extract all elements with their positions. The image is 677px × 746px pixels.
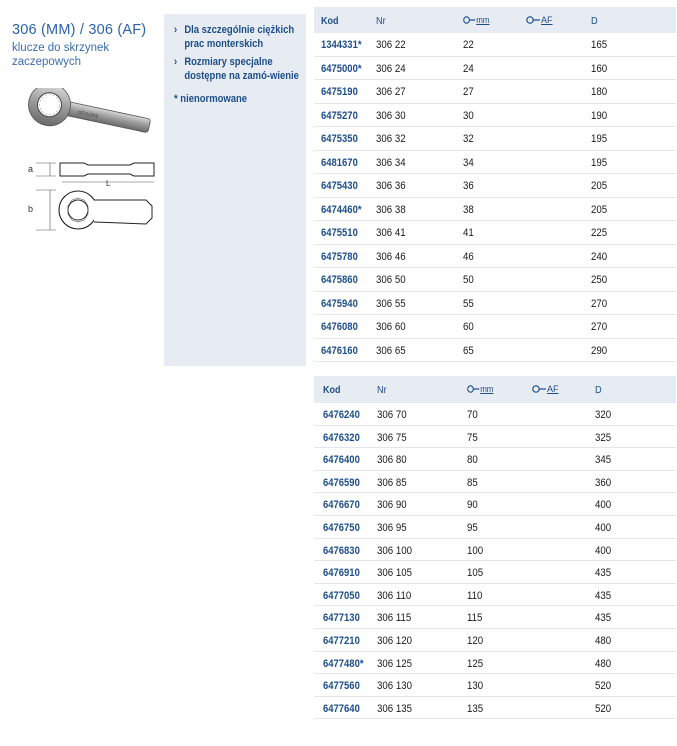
cell-kod: 6477640: [323, 702, 360, 715]
table-row: [314, 674, 676, 697]
cell-nr: 306 38: [376, 203, 406, 216]
table-row: [314, 174, 676, 198]
cell-nr: 306 27: [376, 86, 406, 98]
cell-d: 160: [591, 62, 608, 75]
cell-d: 190: [591, 109, 608, 122]
feature-item: › Dla szczególnie ciężkich prac monterskich: [174, 24, 295, 50]
cell-d: 435: [595, 612, 612, 625]
cell-mm: 105: [467, 567, 484, 580]
col-mm: mm: [463, 15, 489, 25]
col-nr: Nr: [376, 15, 386, 27]
cell-kod: 6475350: [321, 133, 358, 145]
table-row: [314, 584, 676, 607]
col-mm: mm: [467, 384, 493, 394]
ring-size-icon: [532, 385, 546, 393]
cell-kod: 6476750: [323, 521, 360, 534]
cell-nr: 306 80: [377, 454, 407, 467]
cell-d: 240: [591, 250, 608, 263]
product-title: 306 (MM) / 306 (AF): [12, 22, 147, 38]
cell-nr: 306 135: [377, 702, 412, 715]
cell-mm: 85: [467, 476, 478, 489]
cell-mm: 30: [463, 109, 474, 122]
cell-d: 320: [595, 409, 612, 421]
table-row: [314, 151, 676, 175]
cell-nr: 306 85: [377, 476, 407, 489]
cell-d: 400: [595, 521, 612, 534]
cell-mm: 46: [463, 250, 474, 263]
cell-kod: 6474460*: [321, 203, 362, 216]
cell-kod: 6477560: [323, 680, 360, 693]
cell-mm: 125: [467, 657, 484, 670]
cell-mm: 100: [467, 544, 484, 557]
label-l: L: [106, 179, 111, 188]
cell-d: 360: [595, 476, 612, 489]
cell-mm: 34: [463, 156, 474, 169]
cell-d: 180: [591, 86, 608, 98]
cell-d: 270: [591, 297, 608, 310]
table-row: [314, 493, 676, 516]
cell-nr: 306 100: [377, 544, 412, 557]
cell-nr: 306 60: [376, 321, 406, 333]
cell-d: 435: [595, 567, 612, 580]
cell-d: 225: [591, 227, 608, 239]
cell-d: 480: [595, 634, 612, 647]
cell-kod: 6475780: [321, 250, 358, 263]
cell-kod: 6477130: [323, 612, 360, 625]
cell-d: 520: [595, 702, 612, 715]
table-row: [314, 629, 676, 652]
col-d: D: [591, 15, 598, 27]
cell-d: 195: [591, 133, 608, 145]
cell-kod: 6476670: [323, 499, 360, 512]
cell-mm: 22: [463, 39, 474, 51]
cell-kod: 6476160: [321, 344, 358, 357]
cell-nr: 306 46: [376, 250, 406, 263]
cell-d: 195: [591, 156, 608, 169]
cell-nr: 306 34: [376, 156, 406, 169]
table-row: [314, 245, 676, 269]
cell-d: 400: [595, 499, 612, 512]
cell-d: 270: [591, 321, 608, 333]
table-header: [314, 376, 676, 403]
cell-mm: 65: [463, 344, 474, 357]
cell-mm: 70: [467, 409, 478, 421]
cell-kod: 6475940: [321, 297, 358, 310]
cell-mm: 38: [463, 203, 474, 216]
cell-mm: 32: [463, 133, 474, 145]
table-row: [314, 606, 676, 629]
svg-text:GEDORE: GEDORE: [76, 109, 100, 121]
cell-kod: 6475190: [321, 86, 358, 98]
cell-mm: 80: [467, 454, 478, 467]
table-body: [314, 403, 676, 719]
cell-nr: 306 75: [377, 431, 407, 444]
table-row: [314, 339, 676, 363]
cell-nr: 306 130: [377, 680, 412, 693]
cell-mm: 55: [463, 297, 474, 310]
cell-mm: 60: [463, 321, 474, 333]
cell-nr: 306 24: [376, 62, 406, 75]
cell-d: 325: [595, 431, 612, 444]
table-row: [314, 403, 676, 426]
cell-d: 345: [595, 454, 612, 467]
col-kod: Kod: [323, 384, 341, 396]
label-a: a: [28, 164, 34, 174]
cell-mm: 50: [463, 274, 474, 286]
cell-kod: 6476590: [323, 476, 360, 489]
table-row: [314, 652, 676, 675]
cell-mm: 95: [467, 521, 478, 534]
cell-kod: 6476240: [323, 409, 360, 421]
ring-size-icon: [463, 16, 475, 24]
cell-d: 250: [591, 274, 608, 286]
cell-nr: 306 22: [376, 39, 406, 51]
cell-d: 165: [591, 39, 608, 51]
cell-nr: 306 90: [377, 499, 407, 512]
chevron-right-icon: ›: [174, 56, 178, 68]
cell-d: 205: [591, 180, 608, 192]
table-row: [314, 127, 676, 151]
cell-nr: 306 70: [377, 409, 407, 421]
table-header: [314, 7, 676, 33]
table-row: [314, 104, 676, 128]
dimension-drawing: [26, 160, 162, 238]
cell-d: 520: [595, 680, 612, 693]
table-row: [314, 80, 676, 104]
col-af: AF: [526, 15, 553, 25]
cell-d: 480: [595, 657, 612, 670]
table-row: [314, 268, 676, 292]
chevron-right-icon: ›: [174, 24, 178, 36]
table-row: [314, 471, 676, 494]
info-box: [164, 14, 306, 366]
wrench-photo: [22, 88, 154, 144]
cell-kod: 6477210: [323, 634, 360, 647]
ring-size-icon: [467, 385, 479, 393]
table-row: [314, 697, 676, 720]
table-row: [314, 561, 676, 584]
feature-item: › Rozmiary specjalne dostępne na zamó-wienie: [174, 56, 299, 82]
table-row: [314, 315, 676, 339]
cell-mm: 135: [467, 702, 484, 715]
spec-table-1: [314, 7, 676, 362]
cell-mm: 41: [463, 227, 474, 239]
table-row: [314, 221, 676, 245]
cell-nr: 306 41: [376, 227, 406, 239]
cell-kod: 6477050: [323, 589, 360, 602]
cell-kod: 6476830: [323, 544, 360, 557]
cell-kod: 6476080: [321, 321, 358, 333]
cell-mm: 120: [467, 634, 484, 647]
cell-nr: 306 115: [377, 612, 412, 625]
cell-d: 290: [591, 344, 608, 357]
cell-mm: 115: [467, 612, 483, 625]
cell-kod: 1344331*: [321, 39, 362, 51]
cell-nr: 306 32: [376, 133, 406, 145]
cell-kod: 6475860: [321, 274, 358, 286]
cell-mm: 36: [463, 180, 474, 192]
table-row: [314, 426, 676, 449]
cell-kod: 6475270: [321, 109, 358, 122]
cell-mm: 130: [467, 680, 484, 693]
table-row: [314, 539, 676, 562]
cell-kod: 6481670: [321, 156, 358, 169]
cell-kod: 6476910: [323, 567, 360, 580]
cell-nr: 306 65: [376, 344, 406, 357]
cell-nr: 306 95: [377, 521, 407, 534]
cell-d: 205: [591, 203, 608, 216]
table-row: [314, 448, 676, 471]
cell-kod: 6475430: [321, 180, 358, 192]
table-row: [314, 292, 676, 316]
cell-kod: 6476320: [323, 431, 360, 444]
cell-nr: 306 120: [377, 634, 412, 647]
col-d: D: [595, 384, 602, 396]
col-af: AF: [532, 384, 559, 394]
cell-kod: 6475510: [321, 227, 358, 239]
cell-nr: 306 110: [377, 589, 412, 602]
cell-mm: 110: [467, 589, 483, 602]
cell-kod: 6475000*: [321, 62, 362, 75]
col-nr: Nr: [377, 384, 387, 396]
table-body: [314, 33, 676, 362]
cell-d: 400: [595, 544, 612, 557]
cell-nr: 306 50: [376, 274, 406, 286]
cell-nr: 306 105: [377, 567, 412, 580]
table-row: [314, 516, 676, 539]
ring-size-icon: [526, 16, 540, 24]
cell-nr: 306 125: [377, 657, 412, 670]
table-row: [314, 198, 676, 222]
cell-kod: 6477480*: [323, 657, 364, 670]
cell-mm: 75: [467, 431, 478, 444]
cell-kod: 6476400: [323, 454, 360, 467]
cell-mm: 90: [467, 499, 478, 512]
col-kod: Kod: [321, 15, 339, 27]
cell-nr: 306 36: [376, 180, 406, 192]
cell-nr: 306 55: [376, 297, 406, 310]
label-b: b: [28, 204, 34, 214]
table-row: [314, 33, 676, 57]
cell-mm: 24: [463, 62, 474, 75]
spec-table-2: [314, 376, 676, 719]
footnote-note: * nienormowane: [174, 93, 248, 105]
table-row: [314, 57, 676, 81]
product-subtitle: klucze do skrzynek zaczepowych: [12, 42, 110, 68]
cell-d: 435: [595, 589, 612, 602]
cell-nr: 306 30: [376, 109, 406, 122]
cell-mm: 27: [463, 86, 474, 98]
